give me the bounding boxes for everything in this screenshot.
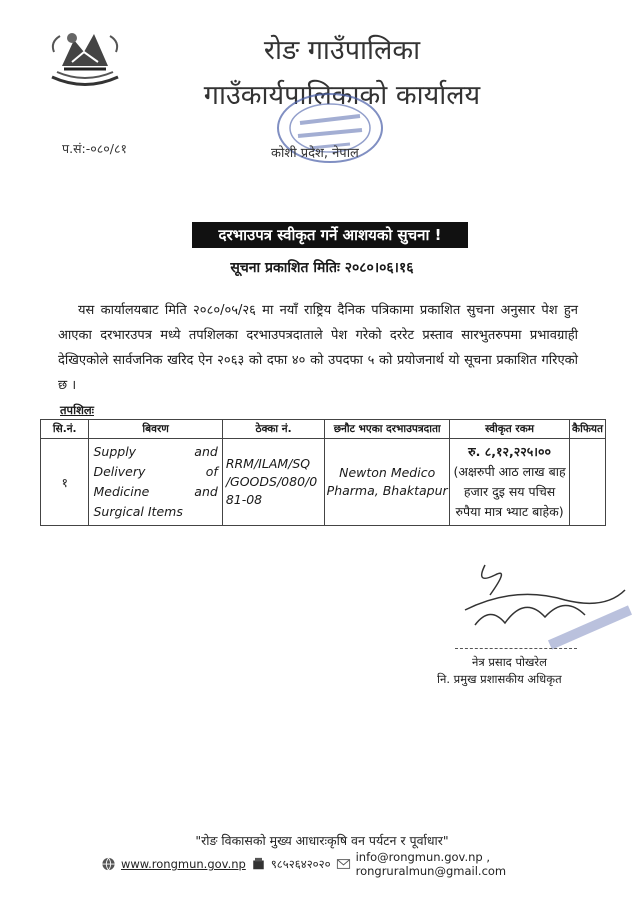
phone-number: ९८५२६४२०२० bbox=[270, 856, 331, 871]
row-remarks bbox=[570, 439, 606, 526]
footer-motto: "रोङ विकासको मुख्य आधारःकृषि वन पर्यटन र पूर्वाधार" bbox=[195, 833, 449, 848]
reference-number: प.सं:-०८०/८१ bbox=[62, 141, 127, 156]
header-sn: सि.नं. bbox=[41, 420, 89, 439]
row-vendor: Newton Medico Pharma, Bhaktapur bbox=[325, 439, 450, 526]
row-contract-no: RRM/ILAM/SQ /GOODS/080/0 81-08 bbox=[222, 439, 324, 526]
publish-date: सूचना प्रकाशित मितिः २०८०।०६।१६ bbox=[230, 260, 414, 276]
office-address: कोशी प्रदेश, नेपाल bbox=[271, 146, 359, 161]
footer-contacts bbox=[100, 850, 644, 878]
notice-body: यस कार्यालयबाट मिति २०८०/०५/२६ मा नयाँ राष्ट्रिय दैनिक पत्रिकामा प्रकाशित सुचना अनुसार पेश हुन आएका दरभारउपत्र मध्ये तपशिलका दरभाउपत्रदाताले पेश गरेको दररेट प्रस्ताव सारभुतरुपमा प्रभावग्राही देखिएकोले सार्वजनिक खरिद ऐन २०६३ को दफा ४० को उपदफा ५ को प्रयोजनार्थ यो सूचना प्रकाशित गरिएको छ । bbox=[58, 303, 578, 393]
award-table bbox=[40, 419, 606, 526]
row-amount-words: (अक्षरुपी आठ लाख बाह हजार दुइ सय पचिस रुपैया मात्र भ्याट बाहेक) bbox=[453, 464, 566, 519]
header-description: बिवरण bbox=[89, 420, 222, 439]
table-row bbox=[41, 439, 606, 526]
globe-icon bbox=[100, 857, 117, 871]
signature-icon bbox=[455, 555, 635, 655]
office-type: गाउँकार्यपालिकाको कार्यालय bbox=[203, 80, 481, 111]
header-vendor: छनौट भएका दरभाउपत्रदाता bbox=[325, 420, 450, 439]
phone-icon bbox=[250, 857, 267, 871]
table-header-row bbox=[41, 420, 606, 439]
row-sn: १ bbox=[41, 439, 89, 526]
row-description: Supply and Delivery of Medicine and Surgical Items bbox=[89, 439, 222, 526]
office-name: रोङ गाउँपालिका bbox=[263, 35, 421, 66]
mail-icon bbox=[335, 857, 352, 871]
website-link[interactable]: www.rongmun.gov.np bbox=[120, 857, 246, 871]
signature-line bbox=[455, 648, 577, 649]
email-address[interactable]: info@rongmun.gov.np , rongruralmun@gmail.com bbox=[355, 850, 507, 878]
header-remarks: कैफियत bbox=[570, 420, 606, 439]
signatory-title: नि. प्रमुख प्रशासकीय अधिकृत bbox=[437, 672, 562, 686]
notice-title: दरभाउपत्र स्वीकृत गर्ने आशयको सुचना ! bbox=[192, 222, 468, 248]
row-amount-cell bbox=[450, 439, 570, 526]
header-amount: स्वीकृत रकम bbox=[450, 420, 570, 439]
details-label: तपशिलः bbox=[60, 403, 95, 417]
row-amount: रु. ८,१२,२२५।०० bbox=[468, 444, 551, 459]
signatory-name: नेत्र प्रसाद पोखरेल bbox=[472, 655, 547, 669]
header-contract-no: ठेक्का नं. bbox=[222, 420, 324, 439]
